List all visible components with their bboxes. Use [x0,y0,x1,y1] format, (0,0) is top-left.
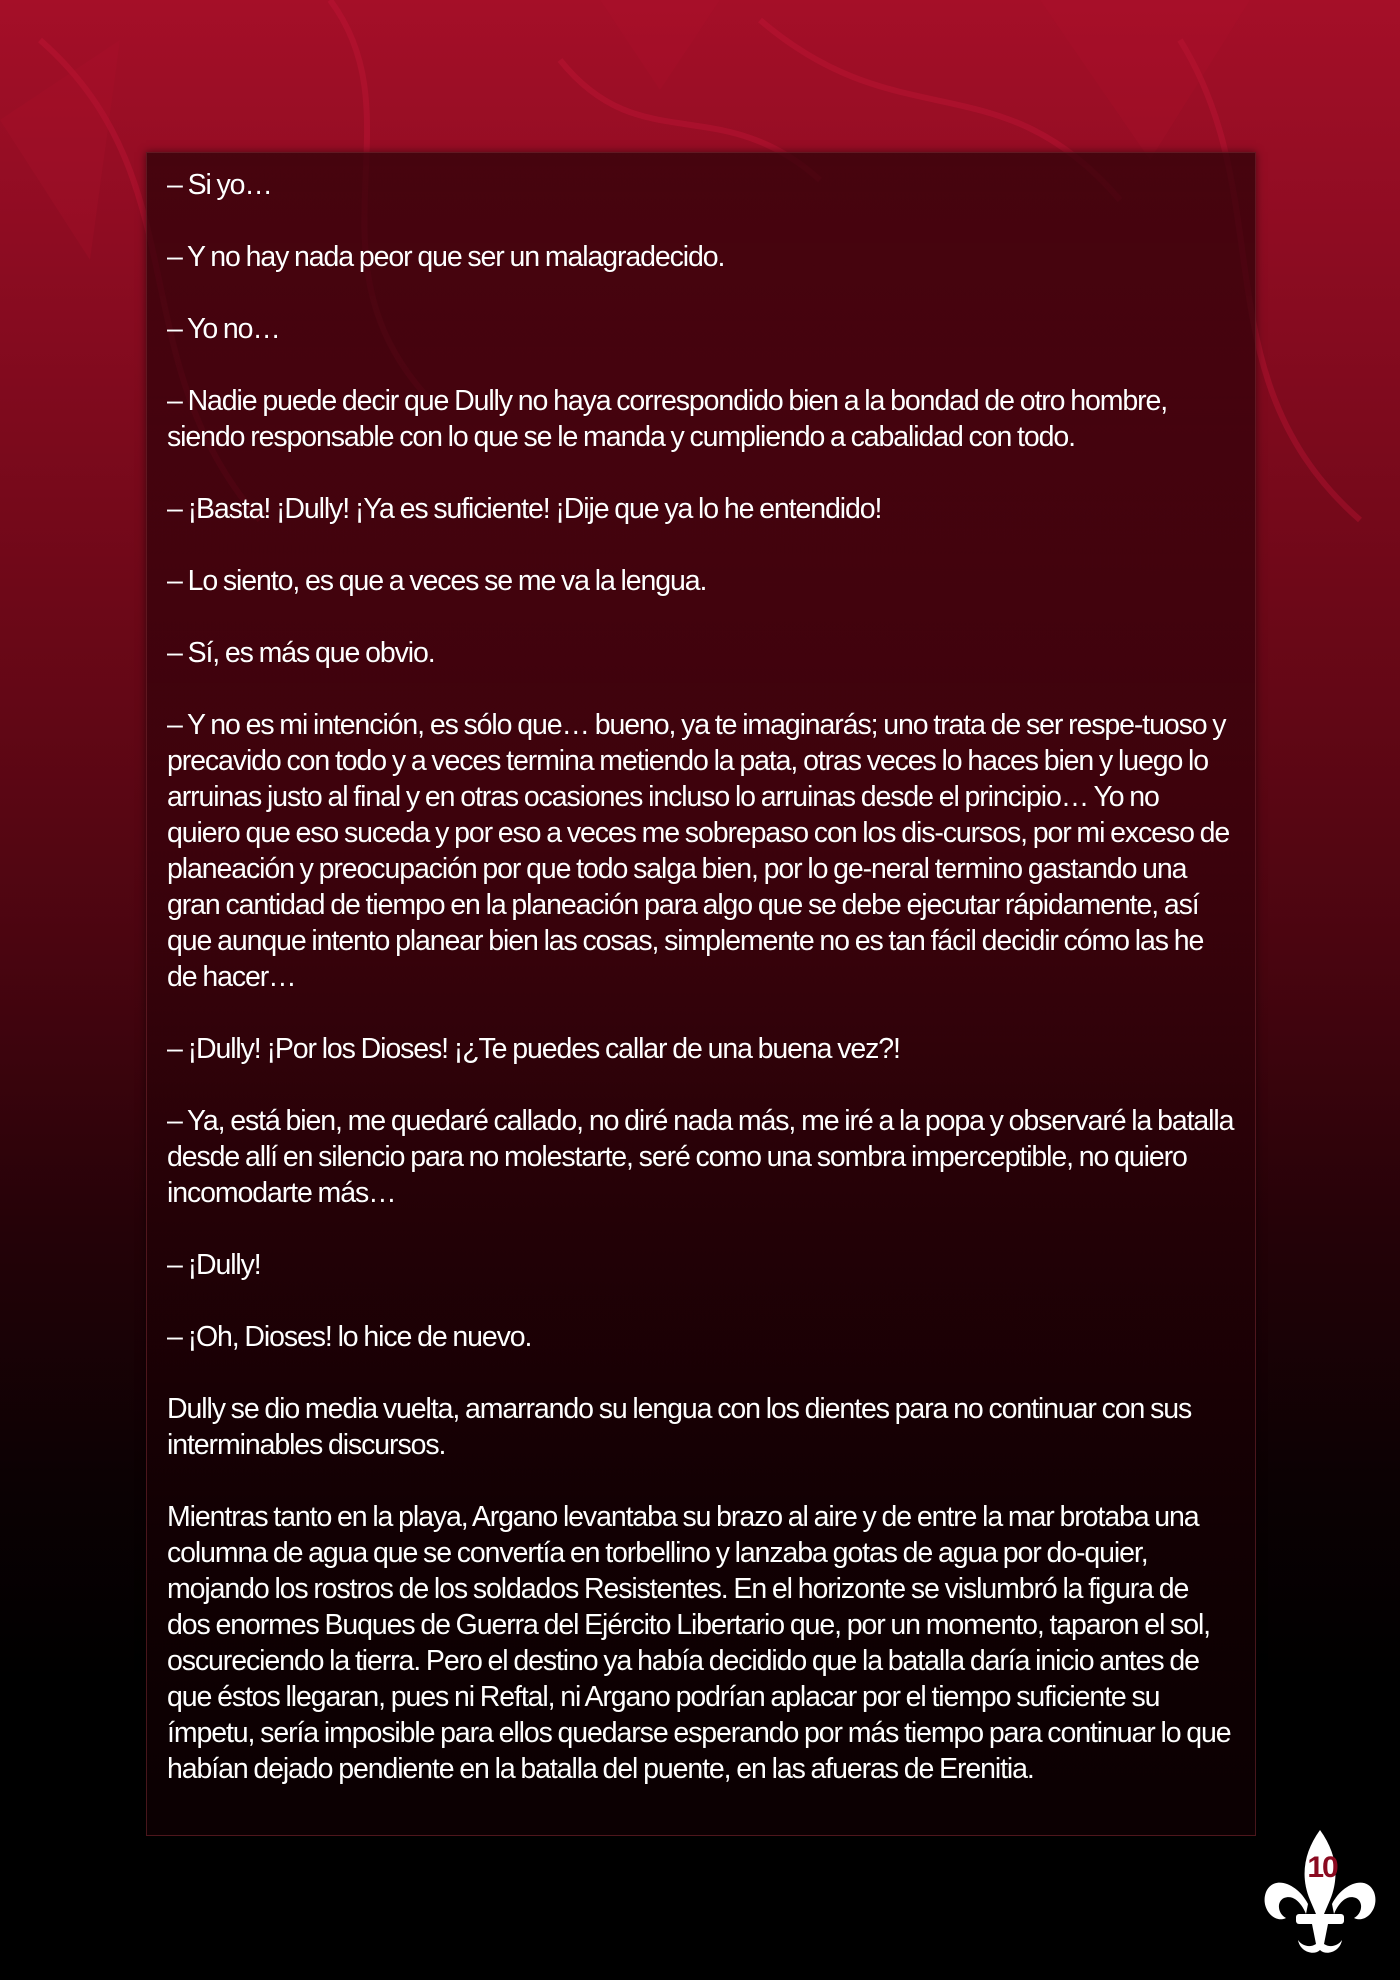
paragraph: – Y no hay nada peor que ser un malagradecido. [167,241,725,273]
paragraph: – Y no es mi intención, es sólo que… bueno, ya te imaginarás; uno trata de ser respe-tuoso y precavido con todo y a veces termina metiendo la pata, otras veces lo haces bien y luego lo arruinas justo al final y en otras ocasiones incluso lo arruinas desde el principio… Yo no quiero que eso suceda y por eso a veces me sobrepaso con los dis-cursos, por mi exceso de planeación y preocupación por que todo salga bien, por lo ge-neral termino gastando una gran cantidad de tiempo en la planeación para algo que se debe ejecutar rápidamente, así que aunque intento planear bien las cosas, simplemente no es tan fácil decidir cómo las he de hacer… [167,709,1230,993]
paragraph: – ¡Dully! ¡Por los Dioses! ¡¿Te puedes callar de una buena vez?! [167,1033,900,1065]
paragraph: Mientras tanto en la playa, Argano levantaba su brazo al aire y de entre la mar brotaba una columna de agua que se convertía en torbellino y lanzaba gotas de agua por do-quier, mojando los rostros de los soldados Resistentes. En el horizonte se vislumbró la figura de dos enormes Buques de Guerra del Ejército Libertario que, por un momento, taparon el sol, oscureciendo la tierra. Pero el destino ya había decidido que la batalla daría inicio antes de que éstos llegaran, pues ni Reftal, ni Argano podrían aplacar por el tiempo suficiente su ímpetu, sería imposible para ellos quedarse esperando por más tiempo para continuar lo que habían dejado pendiente en la batalla del puente, en las afueras de Erenitia. [167,1501,1231,1785]
paragraph: – ¡Oh, Dioses! lo hice de nuevo. [167,1321,532,1353]
paragraph: – Yo no… [167,313,280,345]
text-panel [146,152,1256,1836]
paragraph: – Nadie puede decir que Dully no haya correspondido bien a la bondad de otro hombre, siendo responsable con lo que se le manda y cumpliendo a cabalidad con todo. [167,385,1168,453]
paragraph: – ¡Dully! [167,1249,261,1281]
paragraph: – Lo siento, es que a veces se me va la lengua. [167,565,707,597]
page-number: 10 [1307,1851,1337,1884]
paragraph: – Si yo… [167,169,272,201]
paragraph: – Ya, está bien, me quedaré callado, no diré nada más, me iré a la popa y observaré la batalla desde allí en silencio para no molestarte, seré como una sombra imperceptible, no quiero incomodarte más… [167,1105,1234,1209]
paragraph: Dully se dio media vuelta, amarrando su lengua con los dientes para no continuar con sus interminables discursos. [167,1393,1192,1461]
fleur-de-lis-icon [1260,1828,1380,1958]
paragraph: – Sí, es más que obvio. [167,637,435,669]
paragraph: – ¡Basta! ¡Dully! ¡Ya es suficiente! ¡Dije que ya lo he entendido! [167,493,882,525]
